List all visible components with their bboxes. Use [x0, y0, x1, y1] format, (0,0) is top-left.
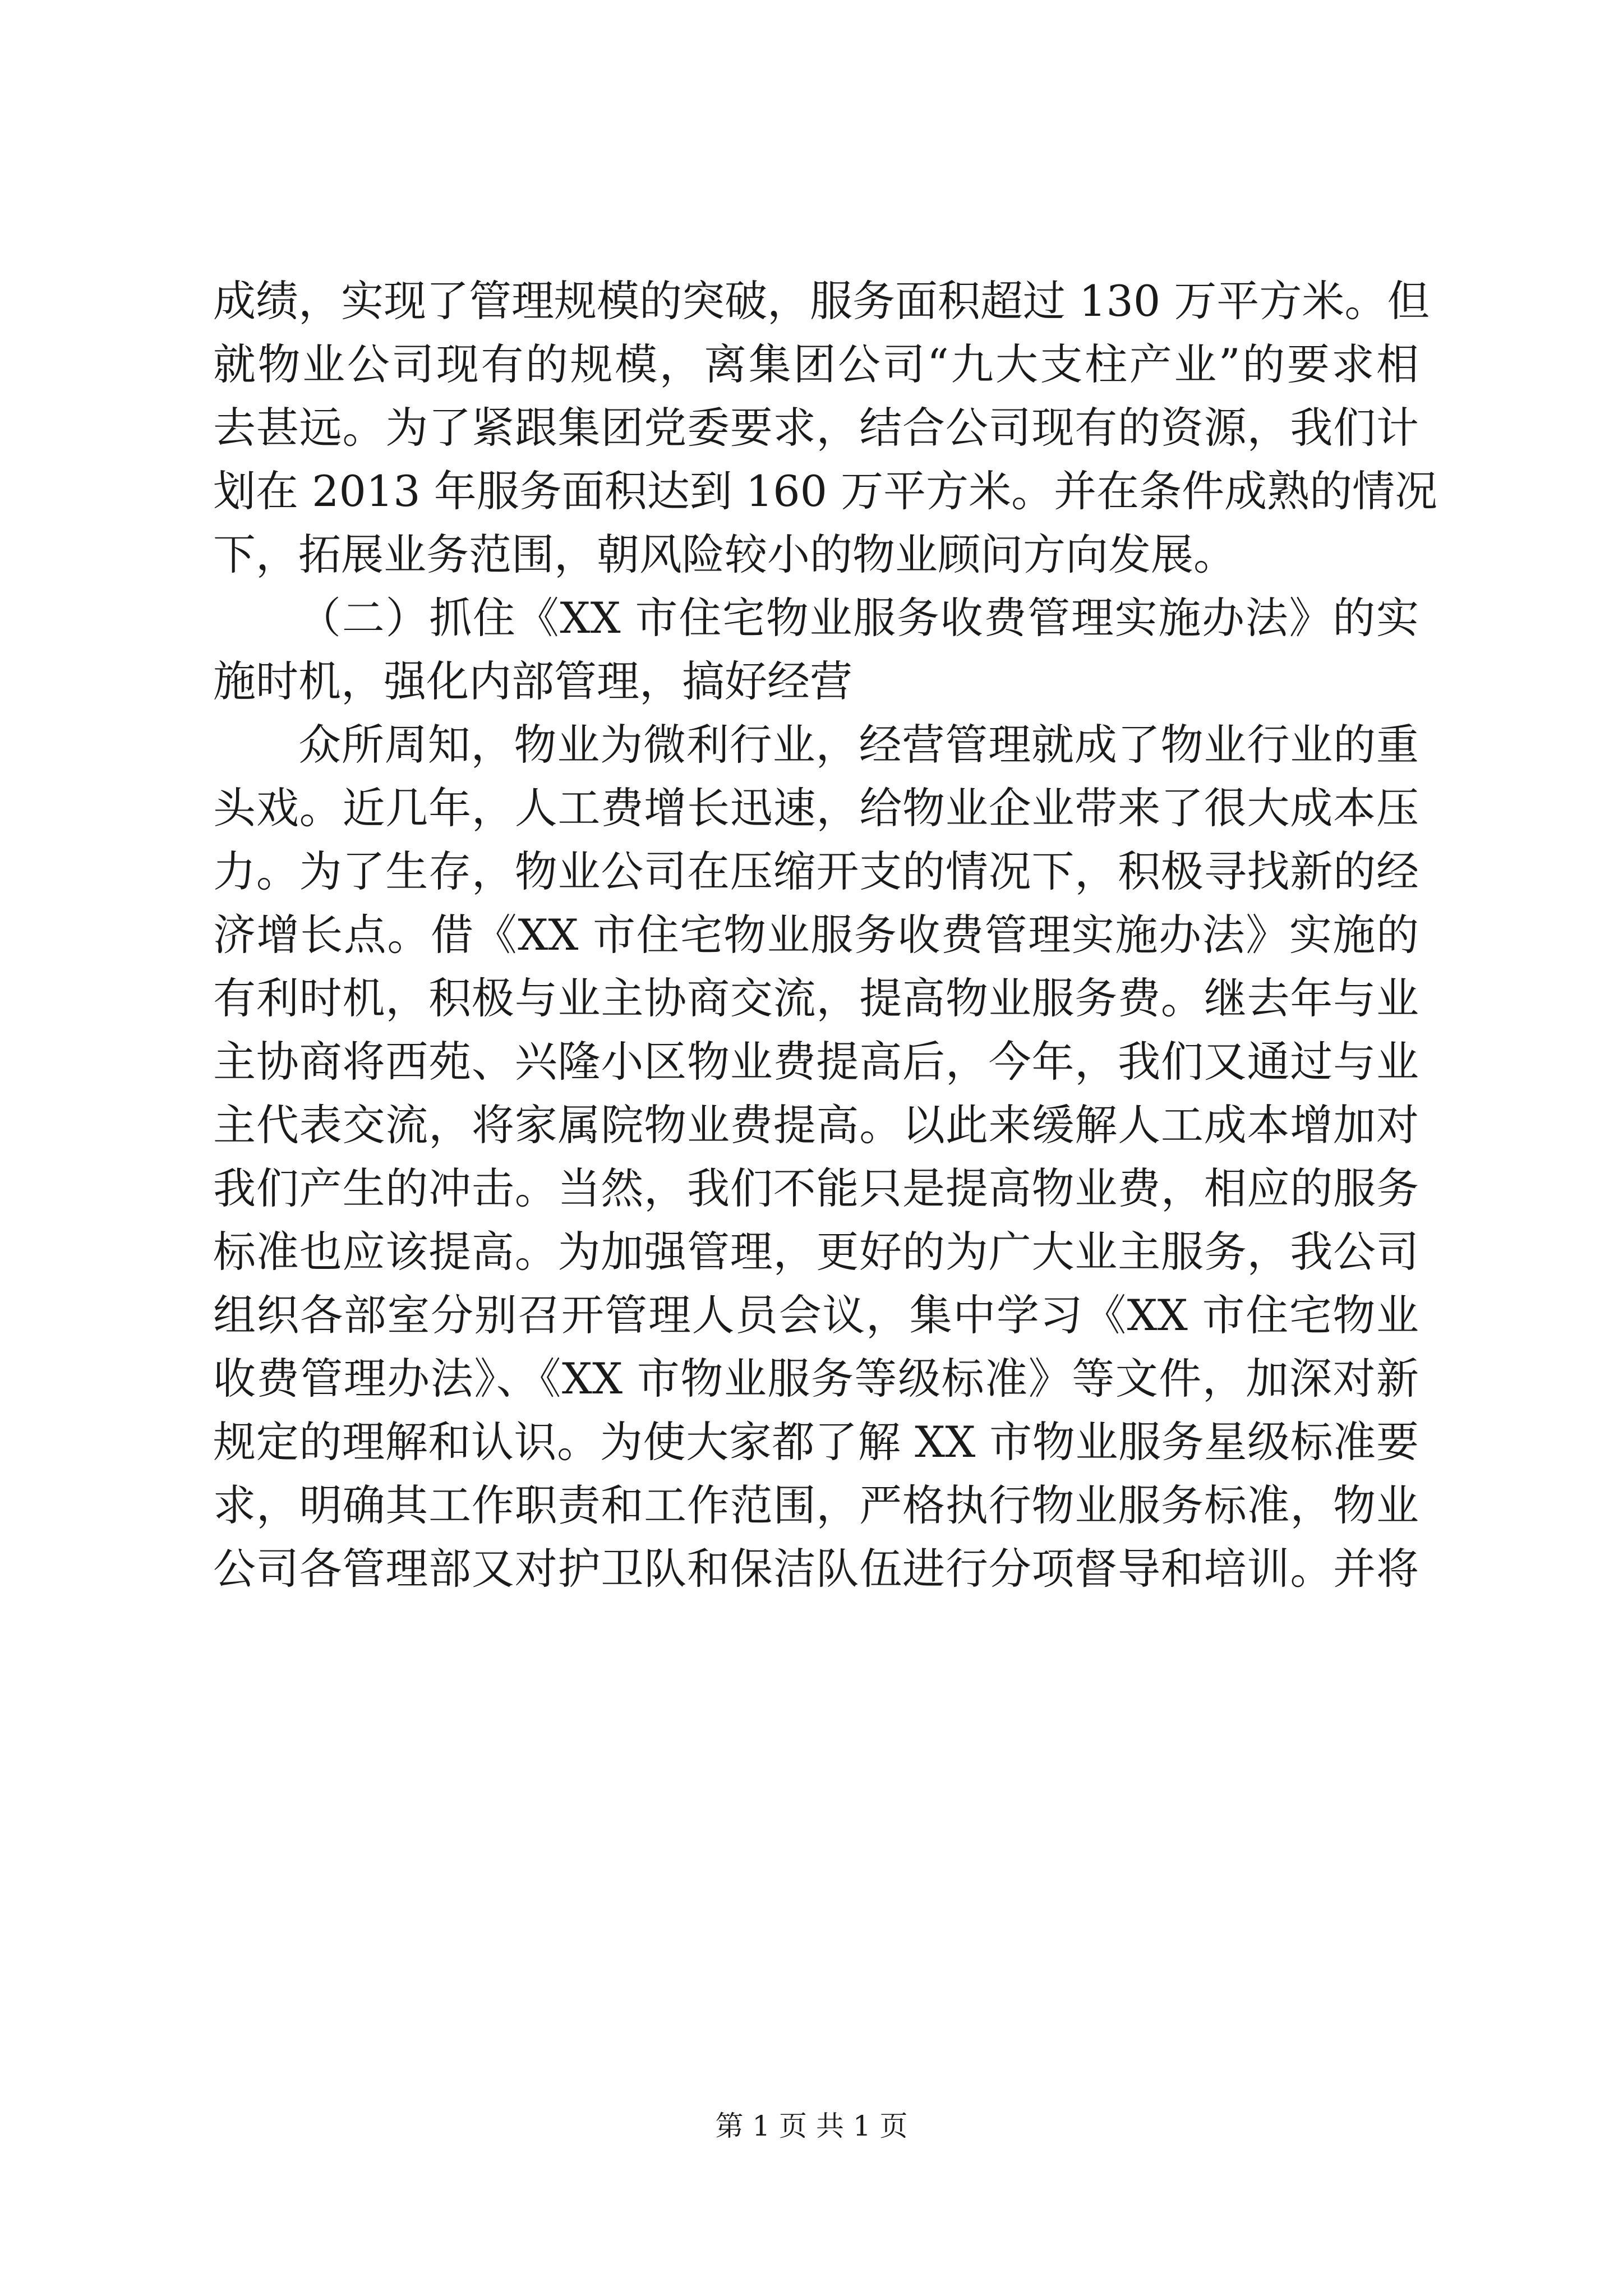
text-line: 组织各部室分别召开管理人员会议，集中学习《XX 市住宅物业	[213, 1290, 1419, 1340]
page-number-footer: 第 1 页 共 1 页	[715, 2110, 908, 2142]
text-line	[213, 1600, 1419, 1664]
text-line: 标准也应该提高。为加强管理，更好的为广大业主服务，我公司	[213, 1227, 1419, 1277]
text-line: 成绩，实现了管理规模的突破，服务面积超过 130 万平方米。但	[213, 276, 1430, 326]
text-line: 去甚远。为了紧跟集团党委要求，结合公司现有的资源，我们计	[213, 403, 1419, 453]
text-line: （二）抓住《XX 市住宅物业服务收费管理实施办法》的实	[298, 593, 1419, 643]
text-line: 施时机，强化内部管理，搞好经营	[213, 656, 852, 706]
text-line: 划在 2013 年服务面积达到 160 万平方米。并在条件成熟的情况	[213, 466, 1438, 516]
section-heading	[213, 586, 1419, 713]
paragraph-1	[213, 269, 1438, 586]
text-line: 规定的理解和认识。为使大家都了解 XX 市物业服务星级标准要	[213, 1417, 1419, 1467]
text-line: 有利时机，积极与业主协商交流，提高物业服务费。继去年与业	[213, 973, 1419, 1023]
text-line: 我们产生的冲击。当然，我们不能只是提高物业费，相应的服务	[213, 1163, 1419, 1213]
document-body	[213, 269, 1438, 1664]
paragraph-3	[213, 713, 1419, 1664]
text-line: 求，明确其工作职责和工作范围，严格执行物业服务标准，物业	[213, 1480, 1419, 1530]
text-line: 就物业公司现有的规模，离集团公司“九大支柱产业”的要求相	[213, 339, 1419, 389]
text-line: 下，拓展业务范围，朝风险较小的物业顾问方向发展。	[213, 530, 1236, 579]
text-line: 济增长点。借《XX 市住宅物业服务收费管理实施办法》实施的	[213, 910, 1419, 960]
text-line: 收费管理办法》、《XX 市物业服务等级标准》等文件，加深对新	[213, 1354, 1419, 1404]
text-line: 主代表交流，将家属院物业费提高。以此来缓解人工成本增加对	[213, 1100, 1419, 1150]
text-line: 力。为了生存，物业公司在压缩开支的情况下，积极寻找新的经	[213, 846, 1419, 896]
text-line: 众所周知，物业为微利行业，经营管理就成了物业行业的重	[298, 720, 1419, 770]
text-line: 公司各管理部又对护卫队和保洁队伍进行分项督导和培训。并将	[213, 1544, 1419, 1594]
text-line: 头戏。近几年，人工费增长迅速，给物业企业带来了很大成本压	[213, 783, 1419, 833]
text-line: 主协商将西苑、兴隆小区物业费提高后，今年，我们又通过与业	[213, 1037, 1419, 1087]
